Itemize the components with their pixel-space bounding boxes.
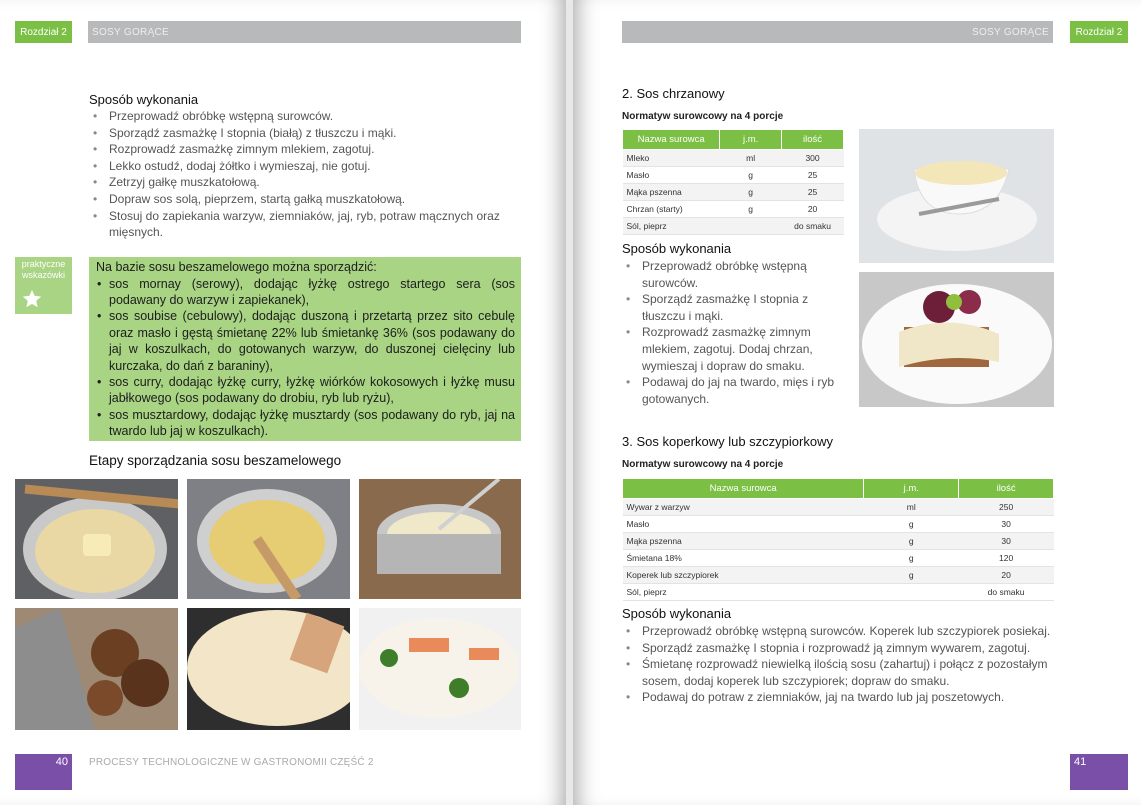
table-cell: g: [720, 167, 782, 184]
tips-lead: Na bazie sosu beszamelowego można sporządzić:: [96, 260, 377, 274]
sauce3-method-title: Sposób wykonania: [622, 606, 732, 621]
sauce2-method-list: [622, 258, 850, 407]
table-row: [623, 567, 1054, 584]
page-number-left: [15, 754, 72, 790]
method-step: • Sporządź zasmażkę I stopnia z tłuszczu i mąki.: [622, 291, 850, 324]
stage-photo-5: [187, 608, 350, 730]
table-cell: g: [720, 201, 782, 218]
table-cell: g: [864, 516, 959, 533]
table-row: [623, 184, 844, 201]
method-step: • Podawaj do potraw z ziemniaków, jaj na twardo lub jaj poszetowych.: [622, 689, 1055, 706]
method-step: • Rozprowadź zasmażkę zimnym mlekiem, zagotuj. Dodaj chrzan, wymieszaj i dopraw do smaku.: [622, 324, 850, 374]
table-cell: Śmietana 18%: [623, 550, 864, 567]
sauce2-norm-label: Normatyw surowcowy na 4 porcje: [622, 111, 784, 122]
tips-badge: [15, 257, 72, 314]
sauce2-table-wrap: [622, 129, 844, 235]
sauce3-norm-label: Normatyw surowcowy na 4 porcje: [622, 459, 784, 470]
table-cell: Koperek lub szczypiorek: [623, 567, 864, 584]
stage-photo-6: [359, 608, 521, 730]
header-bar-right: [622, 21, 1053, 43]
table-header: ilość: [959, 479, 1054, 499]
method-step: • Przeprowadź obróbkę wstępną surowców. Koperek lub szczypiorek posiekaj.: [622, 623, 1055, 640]
stage-photo-4: [15, 608, 178, 730]
stage-photo-2: [187, 479, 350, 599]
table-cell: Masło: [623, 167, 720, 184]
table-cell: g: [864, 550, 959, 567]
method-step: • Sporządź zasmażkę I stopnia i rozprowadź ją zimnym wywarem, zagotuj.: [622, 640, 1055, 657]
table-header: Nazwa surowca: [623, 130, 720, 150]
method-step: • Rozprowadź zasmażkę zimnym mlekiem, zagotuj.: [89, 141, 522, 158]
method-step: • Stosuj do zapiekania warzyw, ziemniaków, jaj, ryb, potraw mącznych oraz mięsnych.: [89, 208, 522, 241]
table-cell: Mleko: [623, 150, 720, 167]
table-row: [623, 584, 1054, 601]
table-cell: 20: [782, 201, 844, 218]
table-header: j.m.: [864, 479, 959, 499]
table-cell: 30: [959, 516, 1054, 533]
tip-item: • sos musztardowy, dodając łyżkę musztardy (sos podawany do ryb, jaj na twardo lub jaj w koszulkach).: [89, 407, 515, 440]
table-row: [623, 499, 1054, 516]
table-cell: Wywar z warzyw: [623, 499, 864, 516]
header-bar: [88, 21, 521, 43]
table-row: [623, 201, 844, 218]
tips-box: [89, 257, 521, 441]
table-cell: Sól, pieprz: [623, 218, 720, 235]
table-cell: 25: [782, 167, 844, 184]
stage-photo-3: [359, 479, 521, 599]
table-header: j.m.: [720, 130, 782, 150]
table-row: [623, 533, 1054, 550]
table-cell: Mąka pszenna: [623, 533, 864, 550]
right-page: [573, 0, 1141, 805]
table-cell: 30: [959, 533, 1054, 550]
tips-label-line1: praktyczne: [21, 259, 66, 269]
method-step: • Sporządź zasmażkę I stopnia (białą) z tłuszczu i mąki.: [89, 125, 522, 142]
table-cell: do smaku: [782, 218, 844, 235]
table-cell: 25: [782, 184, 844, 201]
tip-item: • sos curry, dodając łyżkę curry, łyżkę wiórków kokosowych i łyżkę musu jabłkowego (sos podawany do drobiu, ryb lub ryżu),: [89, 374, 515, 407]
method-title: Sposób wykonania: [89, 92, 199, 107]
header-title: SOSY GORĄCE: [92, 26, 170, 38]
chapter-tag-label: Rozdział 2: [20, 26, 67, 38]
sauce2-method-title: Sposób wykonania: [622, 241, 732, 256]
method-step: • Lekko ostudź, dodaj żółtko i wymieszaj, nie gotuj.: [89, 158, 522, 175]
method-step: • Zetrzyj gałkę muszkatołową.: [89, 174, 522, 191]
method-step: • Śmietanę rozprowadź niewielką ilością sosu (zahartuj) i połącz z pozostałym sosem, dodaj koperek lub szczypiorek; dopraw do smaku.: [622, 656, 1055, 689]
method-step: • Przeprowadź obróbkę wstępną surowców.: [89, 108, 522, 125]
page-number-right: [1070, 754, 1128, 790]
table-cell: 120: [959, 550, 1054, 567]
table-cell: 20: [959, 567, 1054, 584]
header-title-right: SOSY GORĄCE: [971, 26, 1049, 38]
chapter-tag-right-label: Rozdział 2: [1075, 26, 1123, 38]
tip-item: • sos mornay (serowy), dodając łyżkę ostrego startego sera (sos podawany do warzyw i zapiekanek),: [89, 276, 515, 309]
table-row: [623, 550, 1054, 567]
left-page: [0, 0, 566, 805]
table-row: [623, 150, 844, 167]
sauce2-table: [622, 129, 844, 235]
table-cell: Chrzan (starty): [623, 201, 720, 218]
table-row: [623, 167, 844, 184]
table-cell: ml: [864, 499, 959, 516]
table-cell: 250: [959, 499, 1054, 516]
method-step: • Dopraw sos solą, pieprzem, startą gałką muszkatołową.: [89, 191, 522, 208]
table-row: [623, 218, 844, 235]
table-row: [623, 516, 1054, 533]
footer-title: PROCESY TECHNOLOGICZNE W GASTRONOMII CZĘŚĆ 2: [89, 757, 374, 768]
plated-dish-photo: [859, 272, 1054, 407]
stages-title: Etapy sporządzania sosu beszamelowego: [89, 453, 342, 468]
sauce3-method-list: [622, 623, 1055, 706]
method-list: [89, 108, 522, 241]
table-cell: 300: [782, 150, 844, 167]
table-cell: [720, 218, 782, 235]
table-cell: Masło: [623, 516, 864, 533]
sauce3-table-wrap: [622, 478, 1054, 601]
table-header: Nazwa surowca: [623, 479, 864, 499]
sauce3-table: [622, 478, 1054, 601]
table-cell: [864, 584, 959, 601]
sauce2-title: 2. Sos chrzanowy: [622, 86, 725, 101]
page-number-right-text: 41: [1074, 756, 1087, 768]
table-cell: do smaku: [959, 584, 1054, 601]
stage-photo-1: [15, 479, 178, 599]
sauce3-title: 3. Sos koperkowy lub szczypiorkowy: [622, 434, 833, 449]
star-icon: [21, 288, 43, 310]
tips-list: [89, 276, 515, 440]
table-cell: g: [864, 533, 959, 550]
table-cell: Mąka pszenna: [623, 184, 720, 201]
table-header: ilość: [782, 130, 844, 150]
tip-item: • sos soubise (cebulowy), dodając duszoną i przetartą przez sito cebulę oraz masło i gęstą śmietanę 22% lub śmietankę 36% (sos podawany do jaj w koszulkach, do gotowanych warzyw, do duszonej cielęciny lub kurczaka, do dań z baraniny),: [89, 308, 515, 374]
table-cell: ml: [720, 150, 782, 167]
method-step: • Przeprowadź obróbkę wstępną surowców.: [622, 258, 850, 291]
table-cell: g: [720, 184, 782, 201]
chapter-tag: [15, 21, 72, 43]
method-step: • Podawaj do jaj na twardo, mięs i ryb gotowanych.: [622, 374, 850, 407]
gravy-boat-photo: [859, 129, 1054, 263]
chapter-tag-right: [1070, 21, 1128, 43]
page-number-left-text: 40: [55, 756, 68, 768]
tips-label-line2: wskazówki: [21, 270, 65, 280]
table-cell: g: [864, 567, 959, 584]
table-cell: Sól, pieprz: [623, 584, 864, 601]
